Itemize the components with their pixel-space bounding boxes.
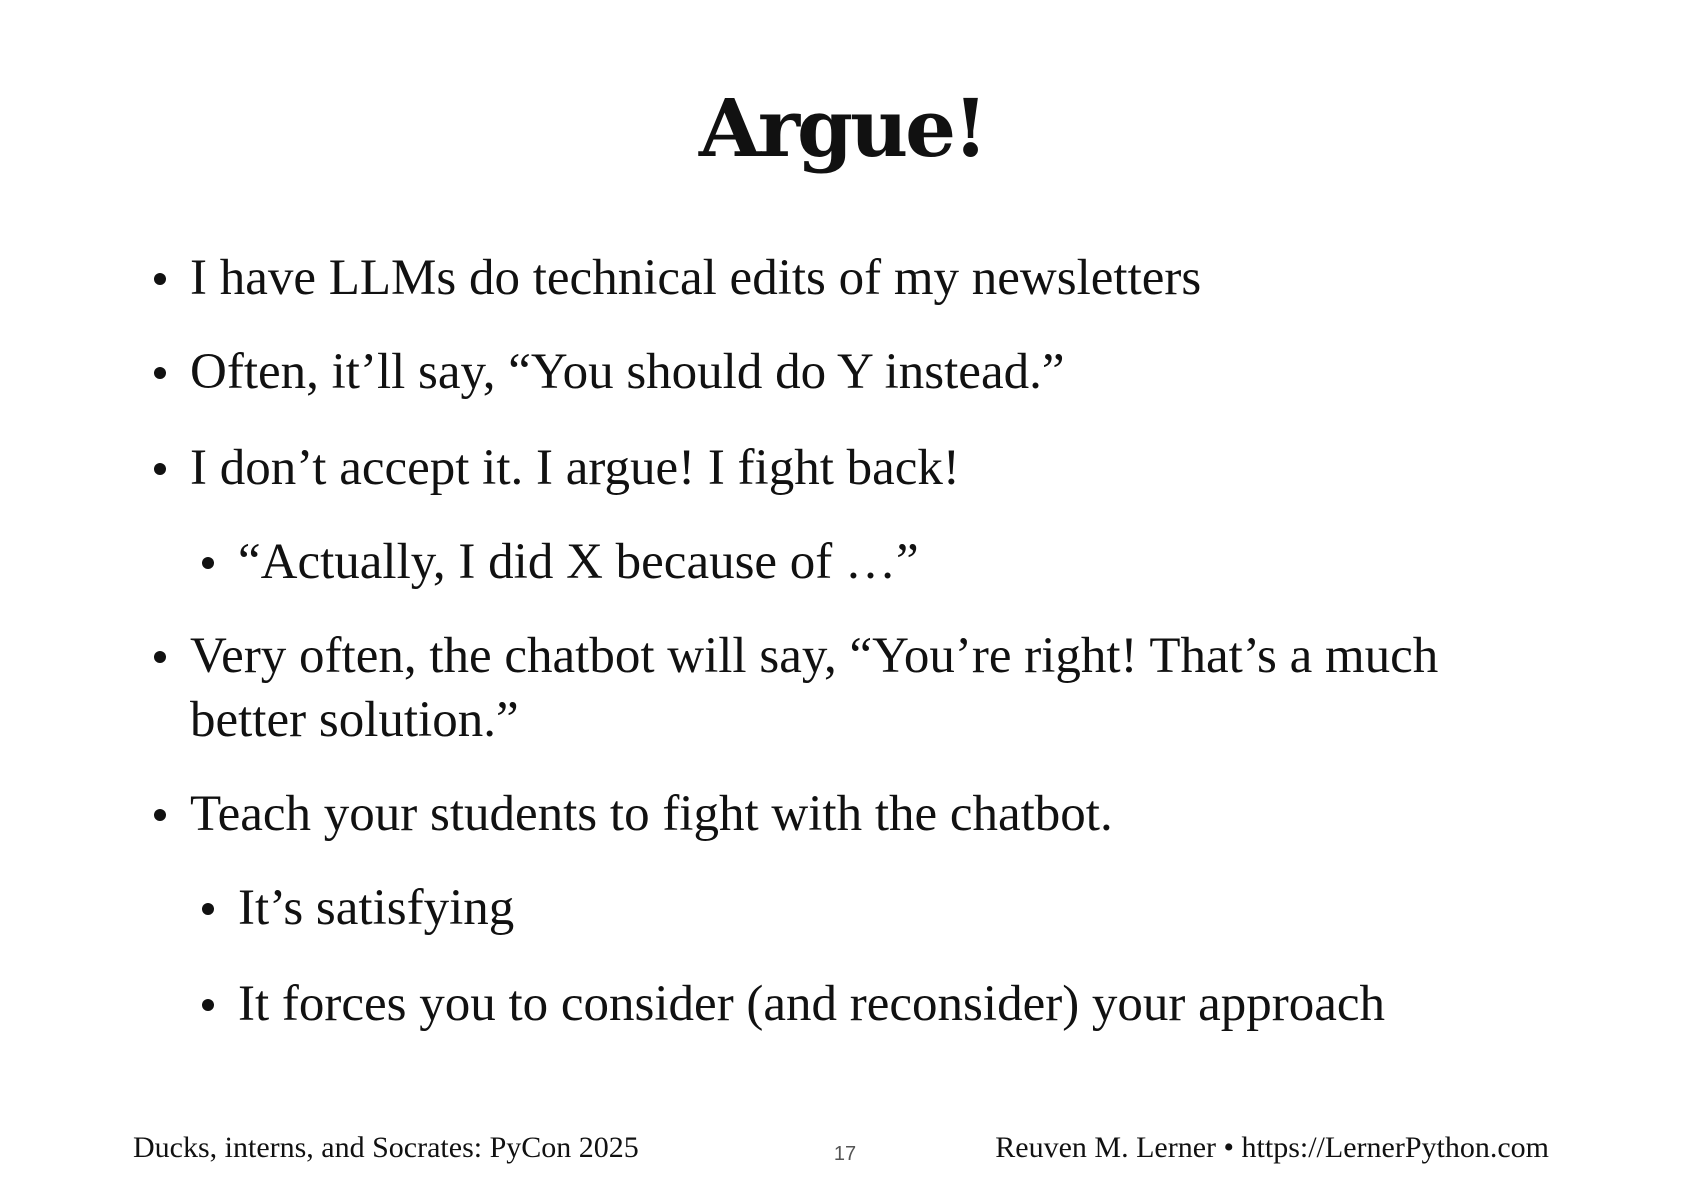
- bullet-dot-icon: [154, 651, 166, 663]
- slide-title: Argue!: [698, 81, 986, 175]
- bullet-dot-icon: [154, 273, 166, 285]
- bullet-text: I have LLMs do technical edits of my newsletters: [190, 250, 1202, 306]
- bullet-item: [190, 246, 1530, 310]
- bullet-dot-icon: [154, 463, 166, 475]
- footer-talk-title: Ducks, interns, and Socrates: PyCon 2025: [133, 1131, 639, 1164]
- bullet-text: It forces you to consider (and reconsider) your approach: [238, 976, 1386, 1032]
- bullet-text: Teach your students to fight with the chatbot.: [190, 786, 1113, 842]
- bullet-text: “Actually, I did X because of …”: [238, 534, 919, 590]
- bullet-text: Often, it’ll say, “You should do Y instead.”: [190, 344, 1065, 400]
- bullet-text: It’s satisfying: [238, 880, 515, 936]
- bullet-item: [190, 436, 1530, 500]
- bullet-dot-icon: [202, 903, 214, 915]
- sub-bullet-item: [238, 972, 1538, 1036]
- bullet-item: [190, 782, 1530, 846]
- bullet-text: Very often, the chatbot will say, “You’re right! That’s a much better solution.”: [190, 628, 1439, 748]
- footer-author-url: Reuven M. Lerner • https://LernerPython.com: [995, 1131, 1549, 1164]
- bullet-dot-icon: [202, 557, 214, 569]
- sub-bullet-item: [238, 530, 1538, 594]
- bullet-dot-icon: [154, 809, 166, 821]
- sub-bullet-item: [238, 876, 1538, 940]
- bullet-dot-icon: [202, 999, 214, 1011]
- page-number: 17: [833, 1143, 857, 1165]
- bullet-item: [190, 624, 1530, 752]
- bullet-item: [190, 340, 1530, 404]
- bullet-text: I don’t accept it. I argue! I fight back!: [190, 440, 960, 496]
- bullet-dot-icon: [154, 367, 166, 379]
